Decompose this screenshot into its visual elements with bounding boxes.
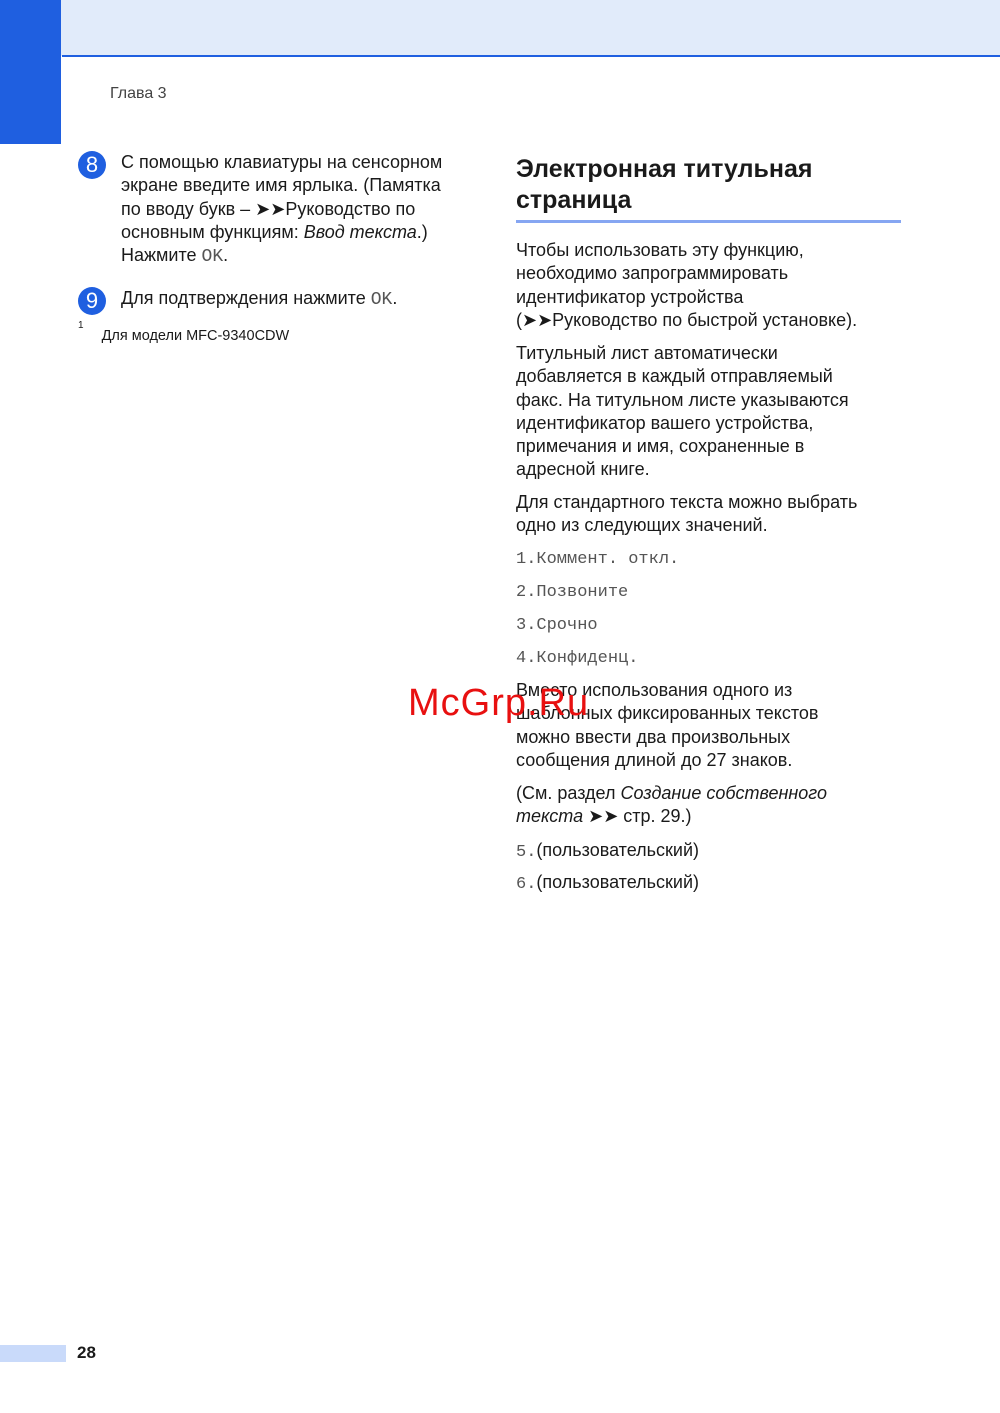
- step-number-badge: 9: [78, 287, 106, 315]
- text-line: идентификатор устройства: [516, 286, 744, 307]
- text-line: шаблонных фиксированных текстов: [516, 703, 819, 724]
- step-line: [121, 198, 491, 221]
- text: по вводу букв –: [121, 198, 256, 219]
- text: (: [516, 309, 522, 330]
- page-number-band: [0, 1345, 66, 1362]
- paragraph-reference: [516, 782, 901, 829]
- paragraph-intro: [516, 239, 901, 332]
- text-line: Вместо использования одного из: [516, 680, 793, 700]
- page-reference: стр. 29.): [623, 806, 692, 827]
- step-line: [121, 221, 491, 244]
- footnote-mark: 1: [78, 320, 84, 331]
- text-line: [516, 782, 901, 805]
- ok-key-label: OK: [201, 247, 224, 268]
- option-item: 2.Позвоните: [516, 583, 629, 602]
- header-band: [0, 0, 1000, 56]
- double-arrow-icon: ➤➤: [255, 198, 286, 219]
- text: Для подтверждения нажмите: [121, 288, 371, 308]
- topic-reference: текста: [516, 806, 584, 827]
- option-item: 4.Конфиденц.: [516, 649, 639, 668]
- chapter-label: Глава 3: [110, 85, 167, 102]
- option-item: 3.Срочно: [516, 616, 598, 635]
- paragraph-description: [516, 342, 901, 482]
- option-number: 6.: [516, 875, 537, 894]
- text-line: [516, 805, 901, 828]
- title-line: Электронная титульная: [516, 155, 813, 183]
- step-text: [121, 287, 491, 312]
- title-line: страница: [516, 186, 632, 214]
- text-line: сообщения длиной до 27 знаков.: [516, 749, 793, 770]
- step-number-badge: 8: [78, 151, 106, 179]
- option-item: 1.Коммент. откл.: [516, 550, 680, 569]
- text-line: идентификатор вашего устройства,: [516, 412, 814, 433]
- ok-key-label: OK: [370, 290, 393, 310]
- step-line: экране введите имя ярлыка. (Памятка: [121, 175, 441, 196]
- text: .: [223, 245, 229, 266]
- text-line: необходимо запрограммировать: [516, 263, 789, 284]
- chapter-tab: [0, 0, 61, 144]
- text-line: можно ввести два произвольных: [516, 726, 791, 747]
- custom-option-item: [516, 839, 699, 864]
- custom-option-item: [516, 871, 699, 896]
- step-text: [121, 151, 491, 269]
- double-arrow-icon: ➤➤: [583, 806, 624, 827]
- text-line: примечания и имя, сохраненные в: [516, 436, 805, 457]
- option-number: 5.: [516, 843, 537, 862]
- text: Нажмите: [121, 245, 202, 266]
- text: (См. раздел: [516, 783, 621, 803]
- step-line: С помощью клавиатуры на сенсорном: [121, 152, 443, 172]
- step-line: [121, 244, 491, 269]
- section-rule: [516, 220, 901, 223]
- manual-link: Руководство по: [285, 198, 416, 219]
- text: .: [392, 288, 398, 308]
- section-title: [516, 154, 901, 216]
- text: .): [416, 221, 428, 242]
- double-arrow-icon: ➤➤: [522, 309, 553, 330]
- option-label: (пользовательский): [536, 840, 699, 860]
- paragraph-options-intro: [516, 491, 901, 538]
- text-line: Для стандартного текста можно выбрать: [516, 492, 858, 512]
- watermark: McGrp.Ru: [408, 682, 590, 724]
- text-line: [516, 309, 901, 332]
- text-line: адресной книге.: [516, 459, 650, 480]
- option-label: (пользовательский): [536, 872, 699, 892]
- text: основным функциям:: [121, 221, 304, 242]
- text-line: одно из следующих значений.: [516, 515, 768, 536]
- page-number: 28: [77, 1343, 96, 1362]
- footnote-text: Для модели MFC-9340CDW: [101, 327, 290, 344]
- text-line: добавляется в каждый отправляемый: [516, 366, 833, 387]
- footnote: [78, 320, 290, 344]
- text-line: Чтобы использовать эту функцию,: [516, 240, 804, 260]
- manual-link: Руководство по быстрой установке).: [552, 309, 858, 330]
- topic-reference: Ввод текста: [303, 221, 417, 242]
- topic-reference: Создание собственного: [620, 783, 827, 803]
- text-line: Титульный лист автоматически: [516, 343, 778, 363]
- text-line: факс. На титульном листе указываются: [516, 389, 849, 410]
- header-rule: [62, 55, 1000, 57]
